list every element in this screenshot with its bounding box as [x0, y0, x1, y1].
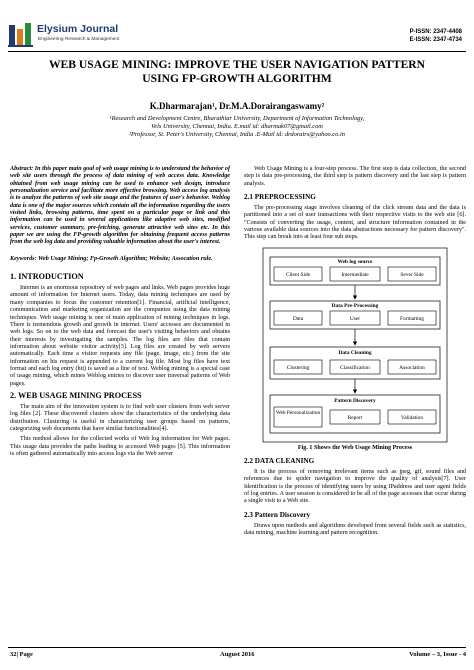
footer-rule [8, 647, 466, 648]
box-web-personalization-fo [274, 408, 322, 426]
paper-title [20, 58, 454, 86]
heading-data-cleaning: 2.2 DATA CLEANING [244, 457, 315, 466]
issn-online: E-ISSN: 2347-4734 [409, 37, 462, 43]
issn-print: P-ISSN: 2347-4408 [409, 29, 462, 35]
footer-volume: Volume – 3, Issue - 4 [409, 651, 466, 658]
box-web-personalization-label: Web Personalization [275, 409, 321, 416]
box-association-label: Association [399, 364, 425, 371]
group-2-title: Data Pre-Processing [331, 302, 379, 309]
box-classification-label: Classification [340, 364, 370, 371]
affiliations [20, 115, 454, 138]
process-figure [262, 247, 448, 443]
keywords: Keywords: Web Usage Mining; Fp-Growth Algorithm; Website; Assocation rule. [10, 255, 213, 262]
affiliation-1-line-1: ¹Research and Development Centre, Bharathiar University, Department of Information Technology, [109, 115, 365, 122]
journal-logo-icon [8, 22, 34, 48]
intro-paragraph: Internet is an enormous repository of web pages and links. Web pages provides huge amount of information for Internet users. Today, data mining techniques are used by many companies to focus the customer retention[1]. Financial, artificial intelligence, communication and marketing organization are the companies using the data mining techniques. Web usage mining is one of main application of mining techniques in logs. There is tremendous growth and growth in internet. Users' accesses are documented in web logs. So on to the web data and forecast the user's visiting behaviors and obtains their interests by investigating the samples. The log files are files that contain information about website visitor activity[3]. Log files are created by web servers automatically. Each time a visitor requests any file (page, image, etc.) from the site information on his request is appended to a current log file. Most log files have text format and each log entry (hit) is saved as a line of text. Weblog mining is a special case of usage mining, which mines Weblog entries to discover user traversal patterns of Web pages. [10, 285, 230, 387]
heading-introduction: 1. INTRODUCTION [10, 272, 84, 282]
preprocessing-paragraph: The pre-processing stage involves cleaning of the click stream data and the data is partitioned into a set of user transactions with their respective visits to the web site [6]. "Consists of converting the usage, content, and structure information contained in the various available data sources into the data abstractions necessary for pattern discovery". This step can break into at least four sub steps. [244, 205, 466, 241]
paper-authors: K.Dharmarajan¹, Dr.M.A.Dorairangaswamy² [149, 101, 325, 111]
footer-date: August 2016 [220, 651, 255, 658]
group-3-title: Data Cleaning [338, 349, 372, 356]
left-column [10, 166, 230, 461]
affiliation-2: ²Professor, St. Peter's University, Chennai, India .E-Mail id: drdorairs@yahoo.co.in [129, 130, 345, 138]
box-user-label: User [349, 315, 361, 322]
heading-pattern-discovery: 2.3 Pattern Discovery [244, 510, 311, 519]
process-paragraph-2: This method allows for the collected works of Web log information for Web pages. This usage data provides the paths leading to accessed Web pages [5]. This information is often gathered automatically into access logs via the Web server [10, 436, 230, 457]
figure-caption: Fig. 1 Shows the Web Usage Mining Process [297, 444, 413, 451]
box-report-label: Report [347, 414, 363, 421]
box-data-label: Data [292, 315, 304, 322]
box-validation-label: Validation [400, 414, 424, 421]
journal-logo [8, 22, 158, 50]
right-column [244, 166, 466, 541]
issn-block [410, 28, 462, 44]
footer-page: 32| Page [10, 651, 33, 658]
journal-brand: Elysium Journal [37, 23, 119, 35]
heading-preprocessing: 2.1 PREPROCESSING [244, 193, 316, 202]
header-rule [8, 51, 466, 52]
data-cleaning-paragraph: It is the process of removing irrelevant items such as jpeg, gif, sound files and references due to spider navigation to improve the quality of analysis[7]. User Identification is the process of identifying users by using IPaddress and user agent fields of log entries. A user session is considered to be all of the page accesses that occur during a single visit to a Web site. [244, 469, 466, 505]
title-line-2: USING FP-GROWTH ALGORITHM [142, 72, 332, 85]
box-intermediate-label: Intermediate [341, 271, 369, 278]
right-intro-paragraph: Web Usage Mining is a four-step process. The first step is data collection, the second step is data pre-processing, the third step is pattern discovery and the last step is pattern analysis. [244, 166, 466, 187]
box-client-side-label: Client Side [285, 271, 311, 278]
pattern-discovery-paragraph: Draws upon methods and algorithms developed from several fields such as statistics, data mining, machine learning and pattern recognition. [244, 522, 466, 537]
box-clustering-label: Clustering [286, 364, 310, 371]
group-4-title: Pattern Discovery [334, 397, 376, 404]
heading-process: 2. WEB USAGE MINING PROCESS [10, 390, 142, 400]
abstract: Abstract: In this paper main goal of web usage mining is to understand the behavior of web site users through the process of data mining of web access data. Knowledge obtained from web usage mining can be used to enhance web design, introduce personalization service and facilitate more effective browsing. Web access log analysis is to analyze the patterns of web site usage and the features of user's behavior. Weblog data is one of the major sources which contain all the information regarding the users visited links, browsing patterns, time spent on a particular page or link and this information can be used in several applications like adaptive web sites, modified services, customer summary, pre-fetching, generate attractive web sites etc. In this paper we are using the FP-growth algorithm for obtaining frequent access patterns from the web log data and providing valuable information about the user's interest. [10, 166, 230, 246]
title-line-1: WEB USAGE MINING: IMPROVE THE USER NAVIGATION PATTERN [48, 58, 426, 71]
box-formatting-label: Formatting [400, 315, 424, 322]
affiliation-1-line-2: Vels University, Chennai, India. E.mail id: dharmak07@gmail.com [151, 122, 323, 130]
process-paragraph-1: The main aim of the innovation system is to find web user clusters from web server log files [2]. These discovered clusters show the characteristics of the underlying data distribution. Clustering is useful in characterizing user groups based on patterns, categorizing web documents that have similar functionalities[4]. [10, 403, 230, 432]
box-sever-side-label: Sever Side [400, 271, 424, 278]
journal-tagline: Engineering Research & Management [38, 37, 120, 42]
process-diagram [262, 247, 448, 443]
group-1-title: Web log source [337, 258, 373, 265]
